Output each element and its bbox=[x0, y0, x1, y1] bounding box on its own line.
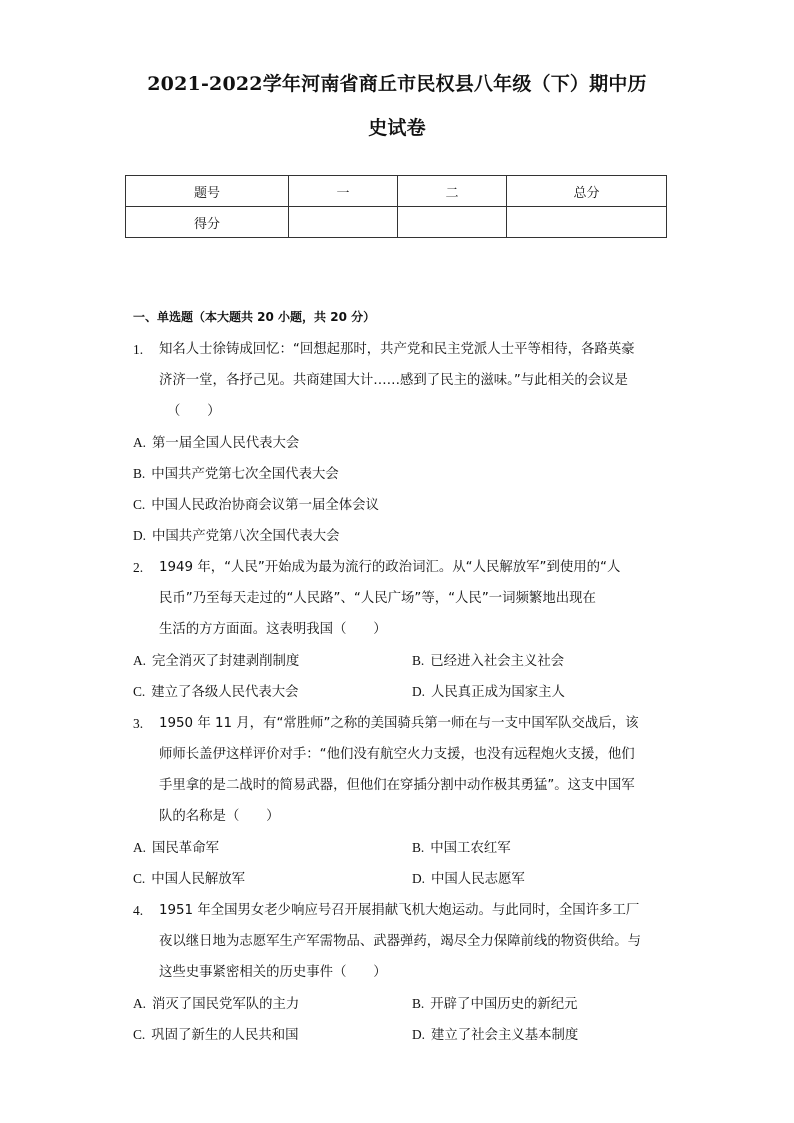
option-letter: D. bbox=[412, 684, 426, 699]
option-text: 第一届全国人民代表大会 bbox=[152, 436, 300, 451]
option-3b[interactable] bbox=[412, 832, 511, 864]
option-2a[interactable] bbox=[133, 645, 299, 677]
option-letter: B. bbox=[412, 840, 425, 855]
option-4d[interactable] bbox=[412, 1019, 578, 1051]
question-number: 2. bbox=[133, 560, 144, 575]
score-cell bbox=[507, 207, 667, 238]
question-stem bbox=[159, 708, 659, 832]
score-header-cell: 总分 bbox=[507, 176, 667, 207]
question-number: 3. bbox=[133, 716, 144, 731]
option-text: 完全消灭了封建剥削制度 bbox=[152, 654, 300, 669]
question-stem-line: 民币”乃至每天走过的“人民路”、“人民广场”等，“人民”一词频繁地出现在 bbox=[159, 591, 596, 606]
option-text: 消灭了国民党军队的主力 bbox=[152, 997, 300, 1012]
option-letter: B. bbox=[412, 653, 425, 668]
option-1c[interactable] bbox=[133, 489, 379, 521]
question-stem bbox=[159, 895, 659, 988]
option-letter: C. bbox=[133, 684, 146, 699]
option-text: 中国共产党第八次全国代表大会 bbox=[152, 529, 340, 544]
option-text: 巩固了新生的人民共和国 bbox=[151, 1028, 299, 1043]
question-stem-line: 1950 年 11 月，有“常胜师”之称的美国骑兵第一师在与一支中国军队交战后，该 bbox=[159, 716, 639, 731]
option-letter: A. bbox=[133, 435, 147, 450]
option-letter: D. bbox=[412, 871, 426, 886]
question-stem-line: 夜以继日地为志愿军生产军需物品、武器弹药，竭尽全力保障前线的物资供给。与 bbox=[159, 934, 642, 949]
question-number: 4. bbox=[133, 903, 144, 918]
question-number: 1. bbox=[133, 342, 144, 357]
score-cell bbox=[398, 207, 507, 238]
option-text: 建立了各级人民代表大会 bbox=[151, 685, 299, 700]
option-4b[interactable] bbox=[412, 988, 578, 1020]
score-table-header-row bbox=[126, 176, 667, 207]
score-table-score-row bbox=[126, 207, 667, 238]
option-3d[interactable] bbox=[412, 863, 525, 895]
question-stem-line: 济济一堂，各抒己见。共商建国大计……感到了民主的滋味。”与此相关的会议是 bbox=[159, 373, 628, 388]
option-letter: D. bbox=[412, 1027, 426, 1042]
exam-title-line-1: 2021-2022学年河南省商丘市民权县八年级（下）期中历 bbox=[147, 73, 647, 95]
exam-title bbox=[100, 62, 694, 150]
question-stem-line: 生活的方方面面。这表明我国（ ） bbox=[159, 622, 387, 637]
exam-title-line-2: 史试卷 bbox=[368, 117, 426, 139]
question-stem-line: 知名人士徐铸成回忆：“回想起那时，共产党和民主党派人士平等相待，各路英豪 bbox=[159, 342, 635, 357]
question-stem-line: （ ） bbox=[167, 404, 221, 419]
score-cell bbox=[289, 207, 398, 238]
option-text: 国民革命军 bbox=[152, 841, 219, 856]
option-letter: C. bbox=[133, 871, 146, 886]
option-text: 已经进入社会主义社会 bbox=[430, 654, 565, 669]
option-1d[interactable] bbox=[133, 520, 340, 552]
question-stem-line: 这些史事紧密相关的历史事件（ ） bbox=[159, 965, 387, 980]
option-4a[interactable] bbox=[133, 988, 299, 1020]
option-text: 建立了社会主义基本制度 bbox=[431, 1028, 579, 1043]
option-text: 中国人民解放军 bbox=[151, 872, 246, 887]
question-stem-line: 手里拿的是二战时的简易武器，但他们在穿插分割中动作极其勇猛”。这支中国军 bbox=[159, 778, 635, 793]
option-text: 中国共产党第七次全国代表大会 bbox=[151, 467, 339, 482]
option-2d[interactable] bbox=[412, 676, 565, 708]
option-1a[interactable] bbox=[133, 427, 299, 459]
option-text: 中国人民政治协商会议第一届全体会议 bbox=[151, 498, 379, 513]
option-text: 人民真正成为国家主人 bbox=[431, 685, 565, 700]
option-letter: A. bbox=[133, 840, 147, 855]
question-stem bbox=[159, 552, 659, 645]
score-header-cell: 一 bbox=[289, 176, 398, 207]
option-text: 中国工农红军 bbox=[430, 841, 511, 856]
option-3a[interactable] bbox=[133, 832, 219, 864]
question-stem bbox=[159, 334, 659, 427]
option-4c[interactable] bbox=[133, 1019, 299, 1051]
option-text: 开辟了中国历史的新纪元 bbox=[430, 997, 578, 1012]
option-2c[interactable] bbox=[133, 676, 299, 708]
option-1b[interactable] bbox=[133, 458, 339, 490]
score-row-label: 得分 bbox=[126, 207, 289, 238]
question-stem-line: 1949 年，“人民”开始成为最为流行的政治词汇。从“人民解放军”到使用的“人 bbox=[159, 560, 621, 575]
option-letter: A. bbox=[133, 996, 147, 1011]
score-header-cell: 二 bbox=[398, 176, 507, 207]
question-stem-line: 1951 年全国男女老少响应号召开展捐献飞机大炮运动。与此同时，全国许多工厂 bbox=[159, 903, 640, 918]
option-3c[interactable] bbox=[133, 863, 245, 895]
question-stem-line: 师师长盖伊这样评价对手：“他们没有航空火力支援，也没有远程炮火支援，他们 bbox=[159, 747, 635, 762]
option-letter: D. bbox=[133, 528, 147, 543]
score-header-cell: 题号 bbox=[126, 176, 289, 207]
option-2b[interactable] bbox=[412, 645, 564, 677]
question-stem-line: 队的名称是（ ） bbox=[159, 809, 280, 824]
section-heading: 一、单选题（本大题共 20 小题，共 20 分） bbox=[133, 310, 376, 324]
option-letter: C. bbox=[133, 497, 146, 512]
option-text: 中国人民志愿军 bbox=[431, 872, 525, 887]
option-letter: C. bbox=[133, 1027, 146, 1042]
option-letter: B. bbox=[412, 996, 425, 1011]
score-table bbox=[125, 175, 667, 238]
option-letter: B. bbox=[133, 466, 146, 481]
option-letter: A. bbox=[133, 653, 147, 668]
